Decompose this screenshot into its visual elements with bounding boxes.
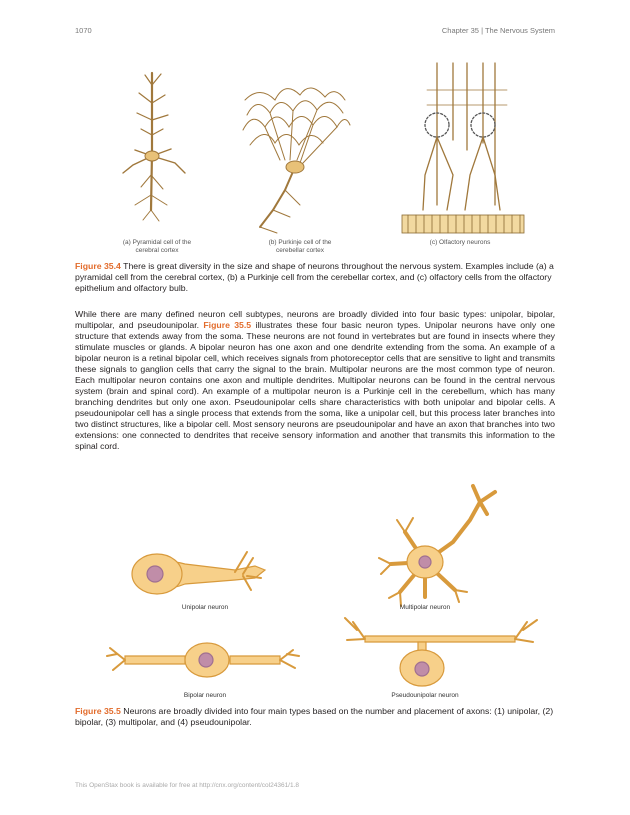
figure-35-5-caption <box>75 706 555 728</box>
sublabel-c-line1: (c) Olfactory neurons <box>429 239 491 246</box>
figure-35-4 <box>75 55 555 260</box>
pyramidal-soma <box>145 151 159 161</box>
sublabel-b-line1: (b) Purkinje cell of the <box>268 239 332 246</box>
figure-35-5-caption-text: Neurons are broadly divided into four main types based on the number and placement of axons: (1) unipolar, (2) bipolar, (3) multipolar, and (4) pseudounipolar. <box>75 706 554 727</box>
pseudounipolar-neuron-drawing <box>345 618 537 686</box>
label-unipolar: Unipolar neuron <box>181 604 229 611</box>
figure-35-5 <box>75 472 555 704</box>
sublabel-a-line2: cerebral cortex <box>135 247 179 254</box>
sublabel-a-line1: (a) Pyramidal cell of the <box>122 239 192 246</box>
pyramidal-cell-drawing <box>123 73 185 221</box>
purkinje-cell-drawing <box>243 88 350 233</box>
unipolar-nucleus <box>147 566 163 582</box>
label-multipolar: Multipolar neuron <box>399 604 451 611</box>
pseudounipolar-nucleus <box>415 662 429 676</box>
page-number: 1070 <box>75 26 92 35</box>
label-pseudounipolar: Pseudounipolar neuron <box>391 692 459 699</box>
multipolar-nucleus <box>419 556 431 568</box>
sublabel-b <box>245 239 355 255</box>
body-text-part2: illustrates these four basic neuron types. Unipolar neurons have only one structure that extends away from the soma. These neurons are not found in vertebrates but are found in insects where they stimulate muscles or glands. A bipolar neuron has one axon and one dendrite extending from the soma. An example of a bipolar neuron is a retinal bipolar cell, which receives signals from photoreceptor cells that are sensitive to light and transmits these signals to ganglion cells that carry the signal to the brain. Multipolar neurons are the most common type of neuron. Each multipolar neuron contains one axon and multiple dendrites. Multipolar neurons can be found in the central nervous system (brain and spinal cord). An example of a multipolar neuron is a Purkinje cell in the cerebellum, which has many branching dendrites but only one axon. Pseudounipolar cells share characteristics with both unipolar and bipolar cells. A pseudounipolar cell has a single process that extends from the soma, like a unipolar cell, but this process later branches into two distinct structures, like a bipolar cell. Most sensory neurons are pseudounipolar and have an axon that branches into two extensions: one connected to dendrites that receive sensory information and another that transmits this information to the spinal cord. <box>75 320 555 451</box>
sublabel-c <box>395 239 525 247</box>
figure-35-4-caption <box>75 261 555 294</box>
body-paragraph <box>75 309 555 452</box>
olfactory-neurons-drawing <box>423 63 507 210</box>
body-text-part1: While there are many defined neuron cell subtypes, neurons are broadly divided into four basic types: unipolar, bipolar, multipolar, and pseudounipolar. <box>75 309 555 330</box>
figure-35-5-link[interactable]: Figure 35.5 <box>203 320 252 330</box>
figure-35-4-caption-label: Figure 35.4 <box>75 261 121 271</box>
figure-35-4-caption-text: There is great diversity in the size and shape of neurons throughout the nervous system. Examples include (a) a pyramidal cell from the cerebral cortex, (b) a Purkinje cell from the cerebellar cortex, and (c) olfactory cells from the olfactory epithelium and olfactory bulb. <box>75 261 554 293</box>
label-bipolar: Bipolar neuron <box>183 692 227 699</box>
purkinje-soma <box>286 161 304 173</box>
sublabel-b-line2: cerebellar cortex <box>275 247 325 254</box>
figure-35-5-caption-label: Figure 35.5 <box>75 706 121 716</box>
footer-text: This OpenStax book is available for free at http://cnx.org/content/col24361/1.8 <box>75 782 300 789</box>
bipolar-nucleus <box>199 653 213 667</box>
multipolar-neuron-drawing <box>379 486 495 606</box>
neuron-types-illustration <box>75 472 555 704</box>
sublabel-a <box>102 239 212 255</box>
chapter-header: Chapter 35 | The Nervous System <box>441 26 555 35</box>
olfactory-epithelium <box>402 215 524 233</box>
neuron-diversity-illustration <box>75 55 555 260</box>
